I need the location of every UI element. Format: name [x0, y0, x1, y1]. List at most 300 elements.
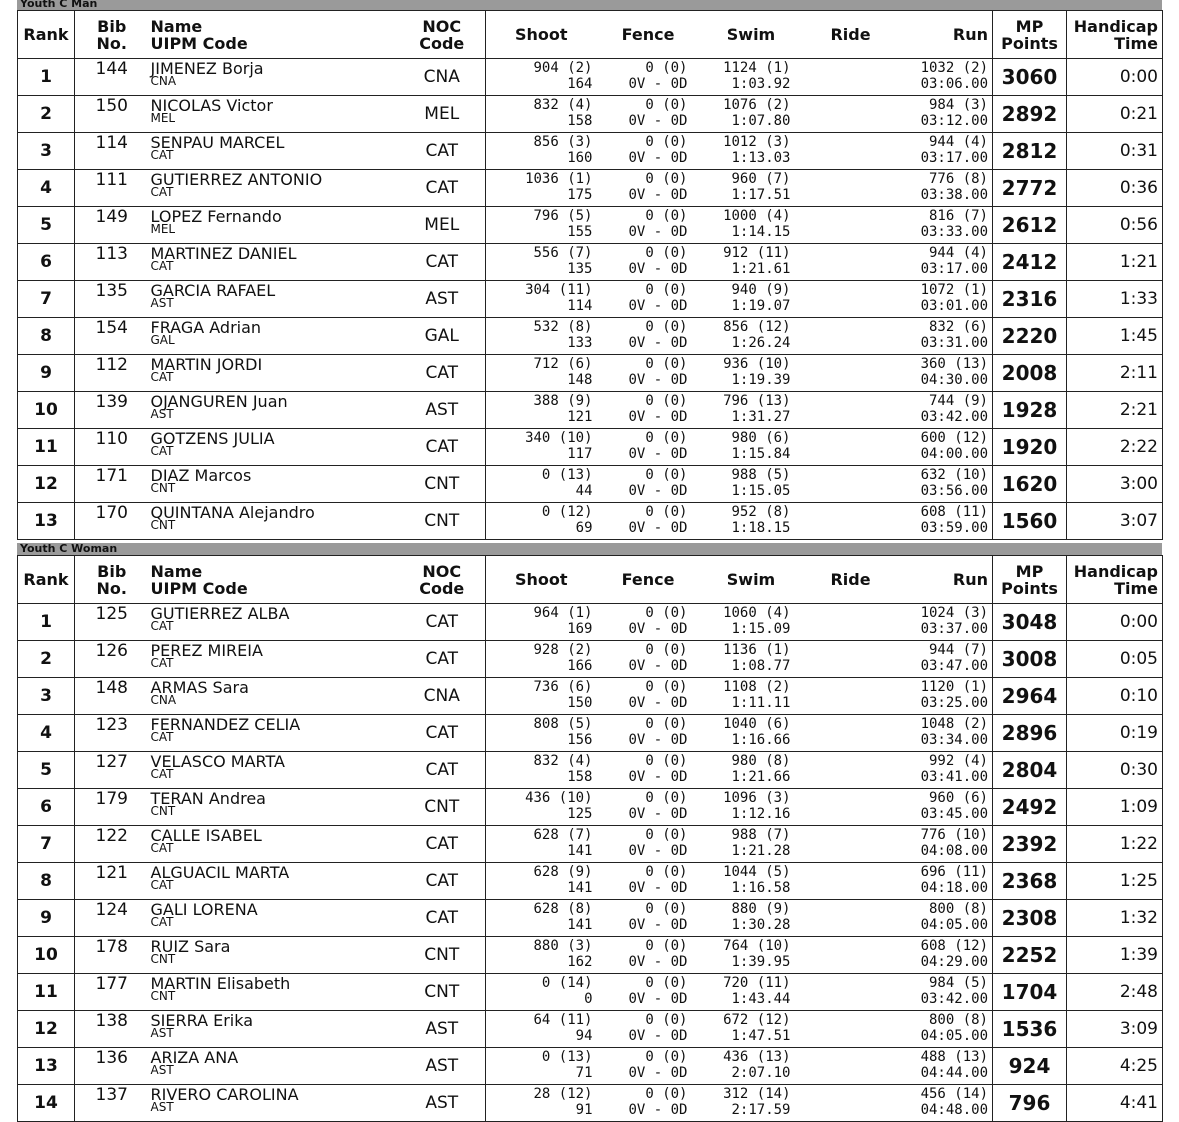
- header-run: Run: [899, 11, 993, 59]
- run-points: 832 (6): [928, 319, 988, 335]
- handicap-cell: [1067, 318, 1163, 355]
- fence-points: 0 (0): [645, 245, 688, 261]
- mp-points-cell: [993, 133, 1067, 170]
- swim-points: 720 (11): [723, 975, 791, 991]
- shoot-points: 1036 (1): [525, 171, 593, 187]
- ride-value: [803, 281, 899, 283]
- mp-points-cell: [993, 789, 1067, 826]
- swim-points: 1136 (1): [723, 642, 791, 658]
- ride-value: [803, 604, 899, 606]
- mp-points: 1620: [1001, 472, 1058, 496]
- ride-cell: [803, 715, 899, 752]
- noc-code: AST: [425, 400, 459, 420]
- bib-cell: [75, 59, 149, 96]
- athlete-cell: [149, 59, 399, 96]
- fence-points: 0 (0): [645, 430, 688, 446]
- rank-cell: [18, 170, 75, 207]
- swim-points: 1040 (6): [723, 716, 791, 732]
- noc-cell: [399, 318, 486, 355]
- shoot-points: 0 (13): [541, 467, 593, 483]
- handicap-cell: [1067, 503, 1163, 540]
- handicap-time: 1:32: [1119, 908, 1158, 928]
- ride-value: [803, 863, 899, 865]
- rank-value: 8: [40, 326, 52, 346]
- handicap-cell: [1067, 752, 1163, 789]
- noc-cell: [399, 789, 486, 826]
- fence-points: 0 (0): [645, 975, 688, 991]
- athlete-cell: [149, 355, 399, 392]
- run-time: 03:56.00: [920, 483, 988, 499]
- ride-value: [803, 355, 899, 357]
- mp-points-cell: [993, 429, 1067, 466]
- table-row: [18, 900, 1163, 937]
- uipm-code: AST: [150, 1100, 174, 1114]
- swim-points: 912 (11): [723, 245, 791, 261]
- ride-cell: [803, 503, 899, 540]
- fence-points: 0 (0): [645, 134, 688, 150]
- run-time: 04:08.00: [920, 843, 988, 859]
- noc-code: CAT: [425, 363, 459, 383]
- rank-cell: [18, 244, 75, 281]
- bib-number: 135: [95, 281, 128, 301]
- athlete-cell: [149, 826, 399, 863]
- bib-cell: [75, 392, 149, 429]
- bib-cell: [75, 1085, 149, 1122]
- shoot-cell: [486, 715, 597, 752]
- noc-cell: [399, 244, 486, 281]
- swim-cell: [700, 355, 803, 392]
- noc-code: AST: [425, 1019, 459, 1039]
- athlete-name: FERNANDEZ CELIA: [150, 715, 301, 734]
- athlete-name: GUTIERREZ ALBA: [150, 604, 290, 623]
- run-time: 04:30.00: [920, 372, 988, 388]
- rank-cell: [18, 1048, 75, 1085]
- shoot-score: 133: [567, 335, 593, 351]
- run-points: 816 (7): [928, 208, 988, 224]
- uipm-code: AST: [150, 296, 174, 310]
- rank-cell: [18, 318, 75, 355]
- run-cell: [899, 429, 993, 466]
- fence-points: 0 (0): [645, 753, 688, 769]
- noc-cell: [399, 281, 486, 318]
- swim-points: 1000 (4): [723, 208, 791, 224]
- rank-cell: [18, 641, 75, 678]
- shoot-cell: [486, 937, 597, 974]
- rank-cell: [18, 974, 75, 1011]
- mp-points: 2308: [1001, 906, 1058, 930]
- fence-points: 0 (0): [645, 171, 688, 187]
- table-row: [18, 170, 1163, 207]
- run-time: 03:12.00: [920, 113, 988, 129]
- uipm-code: CNT: [150, 518, 176, 532]
- shoot-score: 160: [567, 150, 593, 166]
- mp-points-cell: [993, 826, 1067, 863]
- mp-points: 2368: [1001, 869, 1058, 893]
- rank-cell: [18, 863, 75, 900]
- ride-value: [803, 715, 899, 717]
- noc-code: MEL: [424, 215, 460, 235]
- noc-code: CAT: [425, 649, 459, 669]
- handicap-cell: [1067, 59, 1163, 96]
- run-cell: [899, 826, 993, 863]
- run-points: 1032 (2): [920, 60, 988, 76]
- swim-time: 1:18.15: [731, 520, 791, 536]
- uipm-code: MEL: [150, 111, 176, 125]
- run-cell: [899, 678, 993, 715]
- swim-cell: [700, 503, 803, 540]
- shoot-score: 148: [567, 372, 593, 388]
- fence-cell: [597, 604, 700, 641]
- header-ride: Ride: [803, 11, 899, 59]
- shoot-cell: [486, 170, 597, 207]
- swim-time: 1:19.07: [731, 298, 791, 314]
- swim-cell: [700, 937, 803, 974]
- fence-points: 0 (0): [645, 208, 688, 224]
- mp-points-cell: [993, 281, 1067, 318]
- uipm-code: CAT: [150, 619, 174, 633]
- handicap-time: 3:00: [1119, 474, 1158, 494]
- shoot-score: 150: [567, 695, 593, 711]
- swim-cell: [700, 244, 803, 281]
- rank-value: 1: [40, 612, 52, 632]
- rank-value: 9: [40, 363, 52, 383]
- rank-cell: [18, 96, 75, 133]
- athlete-name: MARTIN JORDI: [150, 355, 263, 374]
- run-time: 03:41.00: [920, 769, 988, 785]
- run-points: 776 (10): [920, 827, 988, 843]
- run-points: 632 (10): [920, 467, 988, 483]
- handicap-time: 2:11: [1119, 363, 1158, 383]
- swim-time: 1:21.28: [731, 843, 791, 859]
- noc-cell: [399, 1048, 486, 1085]
- fence-points: 0 (0): [645, 504, 688, 520]
- results-table: [17, 555, 1163, 1122]
- swim-cell: [700, 752, 803, 789]
- uipm-code: AST: [150, 1026, 174, 1040]
- header-swim: Swim: [700, 556, 803, 604]
- handicap-time: 1:45: [1119, 326, 1158, 346]
- shoot-cell: [486, 133, 597, 170]
- athlete-cell: [149, 318, 399, 355]
- mp-points: 2772: [1001, 176, 1058, 200]
- athlete-cell: [149, 752, 399, 789]
- uipm-code: CAT: [150, 841, 174, 855]
- run-cell: [899, 974, 993, 1011]
- handicap-time: 0:00: [1119, 612, 1158, 632]
- athlete-name: RUIZ Sara: [150, 937, 231, 956]
- handicap-time: 2:22: [1119, 437, 1158, 457]
- swim-time: 1:03.92: [731, 76, 791, 92]
- swim-time: 1:08.77: [731, 658, 791, 674]
- mp-points-cell: [993, 1048, 1067, 1085]
- table-row: [18, 392, 1163, 429]
- shoot-cell: [486, 1085, 597, 1122]
- bib-number: 179: [95, 789, 128, 809]
- header-rank: Rank: [18, 11, 75, 59]
- handicap-time: 1:25: [1119, 871, 1158, 891]
- rank-value: 4: [40, 723, 52, 743]
- rank-value: 1: [40, 67, 52, 87]
- rank-value: 11: [34, 982, 58, 1002]
- ride-cell: [803, 1085, 899, 1122]
- noc-cell: [399, 604, 486, 641]
- run-cell: [899, 1011, 993, 1048]
- rank-cell: [18, 826, 75, 863]
- athlete-name: JIMENEZ Borja: [150, 59, 264, 78]
- results-table: [17, 10, 1163, 540]
- fence-points: 0 (0): [645, 60, 688, 76]
- athlete-name: MARTIN Elisabeth: [150, 974, 291, 993]
- swim-cell: [700, 133, 803, 170]
- fence-points: 0 (0): [645, 282, 688, 298]
- handicap-time: 0:36: [1119, 178, 1158, 198]
- athlete-cell: [149, 170, 399, 207]
- shoot-points: 340 (10): [525, 430, 593, 446]
- table-row: [18, 1048, 1163, 1085]
- run-cell: [899, 604, 993, 641]
- ride-cell: [803, 133, 899, 170]
- run-points: 1024 (3): [920, 605, 988, 621]
- run-points: 1072 (1): [920, 282, 988, 298]
- noc-code: CAT: [425, 723, 459, 743]
- fence-record: 0V - 0D: [628, 483, 688, 499]
- table-row: [18, 715, 1163, 752]
- fence-points: 0 (0): [645, 1049, 688, 1065]
- run-time: 03:33.00: [920, 224, 988, 240]
- run-time: 03:01.00: [920, 298, 988, 314]
- rank-value: 6: [40, 797, 52, 817]
- fence-cell: [597, 715, 700, 752]
- section-title: Youth C Man: [17, 0, 1162, 10]
- mp-points-cell: [993, 59, 1067, 96]
- swim-time: 1:15.05: [731, 483, 791, 499]
- table-row: [18, 789, 1163, 826]
- header-noc: NOC Code: [399, 556, 486, 604]
- fence-record: 0V - 0D: [628, 298, 688, 314]
- shoot-cell: [486, 604, 597, 641]
- run-points: 1120 (1): [920, 679, 988, 695]
- run-cell: [899, 355, 993, 392]
- swim-points: 1108 (2): [723, 679, 791, 695]
- rank-value: 7: [40, 834, 52, 854]
- noc-cell: [399, 678, 486, 715]
- ride-cell: [803, 1011, 899, 1048]
- ride-cell: [803, 863, 899, 900]
- handicap-time: 4:25: [1119, 1056, 1158, 1076]
- athlete-cell: [149, 715, 399, 752]
- shoot-cell: [486, 244, 597, 281]
- swim-cell: [700, 392, 803, 429]
- handicap-cell: [1067, 355, 1163, 392]
- shoot-cell: [486, 355, 597, 392]
- swim-time: 1:12.16: [731, 806, 791, 822]
- noc-cell: [399, 752, 486, 789]
- ride-value: [803, 170, 899, 172]
- shoot-points: 628 (8): [533, 901, 593, 917]
- fence-record: 0V - 0D: [628, 991, 688, 1007]
- swim-points: 936 (10): [723, 356, 791, 372]
- mp-points: 2412: [1001, 250, 1058, 274]
- noc-cell: [399, 1011, 486, 1048]
- noc-code: CNT: [424, 474, 460, 494]
- ride-cell: [803, 392, 899, 429]
- fence-cell: [597, 1048, 700, 1085]
- noc-cell: [399, 1085, 486, 1122]
- uipm-code: CAT: [150, 148, 174, 162]
- ride-value: [803, 752, 899, 754]
- athlete-name: GARCIA RAFAEL: [150, 281, 276, 300]
- athlete-name: GALI LORENA: [150, 900, 258, 919]
- uipm-code: GAL: [150, 333, 175, 347]
- run-points: 800 (8): [928, 901, 988, 917]
- swim-time: 1:21.66: [731, 769, 791, 785]
- noc-cell: [399, 863, 486, 900]
- mp-points: 2896: [1001, 721, 1058, 745]
- run-points: 992 (4): [928, 753, 988, 769]
- noc-code: CNA: [423, 686, 460, 706]
- table-row: [18, 937, 1163, 974]
- header-shoot: Shoot: [486, 11, 597, 59]
- athlete-name: GOTZENS JULIA: [150, 429, 275, 448]
- bib-cell: [75, 318, 149, 355]
- fence-cell: [597, 96, 700, 133]
- shoot-points: 856 (3): [533, 134, 593, 150]
- fence-points: 0 (0): [645, 864, 688, 880]
- shoot-cell: [486, 59, 597, 96]
- athlete-cell: [149, 863, 399, 900]
- shoot-points: 388 (9): [533, 393, 593, 409]
- section-title: Youth C Woman: [17, 543, 1162, 555]
- athlete-cell: [149, 244, 399, 281]
- ride-value: [803, 974, 899, 976]
- fence-record: 0V - 0D: [628, 917, 688, 933]
- fence-cell: [597, 789, 700, 826]
- swim-cell: [700, 429, 803, 466]
- ride-value: [803, 133, 899, 135]
- rank-cell: [18, 355, 75, 392]
- mp-points: 2252: [1001, 943, 1058, 967]
- ride-cell: [803, 974, 899, 1011]
- fence-points: 0 (0): [645, 790, 688, 806]
- shoot-points: 964 (1): [533, 605, 593, 621]
- rank-cell: [18, 1011, 75, 1048]
- noc-cell: [399, 429, 486, 466]
- athlete-name: SENPAU MARCEL: [150, 133, 285, 152]
- athlete-cell: [149, 900, 399, 937]
- handicap-cell: [1067, 207, 1163, 244]
- swim-cell: [700, 96, 803, 133]
- shoot-cell: [486, 503, 597, 540]
- athlete-cell: [149, 207, 399, 244]
- mp-points-cell: [993, 863, 1067, 900]
- run-time: 03:17.00: [920, 261, 988, 277]
- header-bib: Bib No.: [75, 556, 149, 604]
- run-points: 800 (8): [928, 1012, 988, 1028]
- bib-number: 125: [95, 604, 128, 624]
- run-points: 984 (5): [928, 975, 988, 991]
- mp-points: 1928: [1001, 398, 1058, 422]
- athlete-name: OJANGUREN Juan: [150, 392, 288, 411]
- run-time: 03:25.00: [920, 695, 988, 711]
- noc-code: CNA: [423, 67, 460, 87]
- bib-cell: [75, 752, 149, 789]
- run-cell: [899, 466, 993, 503]
- shoot-points: 532 (8): [533, 319, 593, 335]
- rank-value: 5: [40, 760, 52, 780]
- table-row: [18, 826, 1163, 863]
- shoot-score: 69: [575, 520, 593, 536]
- header-bib: Bib No.: [75, 11, 149, 59]
- ride-cell: [803, 318, 899, 355]
- shoot-score: 166: [567, 658, 593, 674]
- table-row: [18, 59, 1163, 96]
- rank-value: 12: [34, 474, 58, 494]
- noc-cell: [399, 466, 486, 503]
- athlete-name: TERAN Andrea: [150, 789, 266, 808]
- athlete-cell: [149, 1011, 399, 1048]
- rank-cell: [18, 59, 75, 96]
- bib-cell: [75, 466, 149, 503]
- noc-code: CAT: [425, 252, 459, 272]
- mp-points: 1560: [1001, 509, 1058, 533]
- fence-record: 0V - 0D: [628, 1102, 688, 1118]
- bib-number: 121: [95, 863, 128, 883]
- fence-record: 0V - 0D: [628, 150, 688, 166]
- swim-points: 312 (14): [723, 1086, 791, 1102]
- rank-value: 7: [40, 289, 52, 309]
- bib-number: 124: [95, 900, 128, 920]
- noc-code: CNT: [424, 797, 460, 817]
- bib-number: 148: [95, 678, 128, 698]
- handicap-time: 0:19: [1119, 723, 1158, 743]
- fence-points: 0 (0): [645, 605, 688, 621]
- noc-code: MEL: [424, 104, 460, 124]
- run-points: 456 (14): [920, 1086, 988, 1102]
- mp-points-cell: [993, 937, 1067, 974]
- athlete-cell: [149, 281, 399, 318]
- handicap-time: 1:09: [1119, 797, 1158, 817]
- uipm-code: AST: [150, 1063, 174, 1077]
- swim-points: 940 (9): [731, 282, 791, 298]
- bib-number: 178: [95, 937, 128, 957]
- handicap-time: 3:09: [1119, 1019, 1158, 1039]
- rank-value: 13: [34, 511, 58, 531]
- swim-points: 980 (6): [731, 430, 791, 446]
- ride-cell: [803, 244, 899, 281]
- mp-points: 2892: [1001, 102, 1058, 126]
- rank-cell: [18, 789, 75, 826]
- run-time: 03:59.00: [920, 520, 988, 536]
- ride-cell: [803, 789, 899, 826]
- shoot-points: 0 (13): [541, 1049, 593, 1065]
- table-row: [18, 863, 1163, 900]
- ride-value: [803, 678, 899, 680]
- handicap-cell: [1067, 466, 1163, 503]
- fence-cell: [597, 826, 700, 863]
- bib-cell: [75, 503, 149, 540]
- shoot-cell: [486, 900, 597, 937]
- fence-cell: [597, 429, 700, 466]
- run-cell: [899, 641, 993, 678]
- swim-cell: [700, 207, 803, 244]
- run-cell: [899, 207, 993, 244]
- fence-cell: [597, 244, 700, 281]
- ride-value: [803, 318, 899, 320]
- ride-value: [803, 789, 899, 791]
- rank-value: 3: [40, 141, 52, 161]
- fence-cell: [597, 318, 700, 355]
- run-time: 04:05.00: [920, 1028, 988, 1044]
